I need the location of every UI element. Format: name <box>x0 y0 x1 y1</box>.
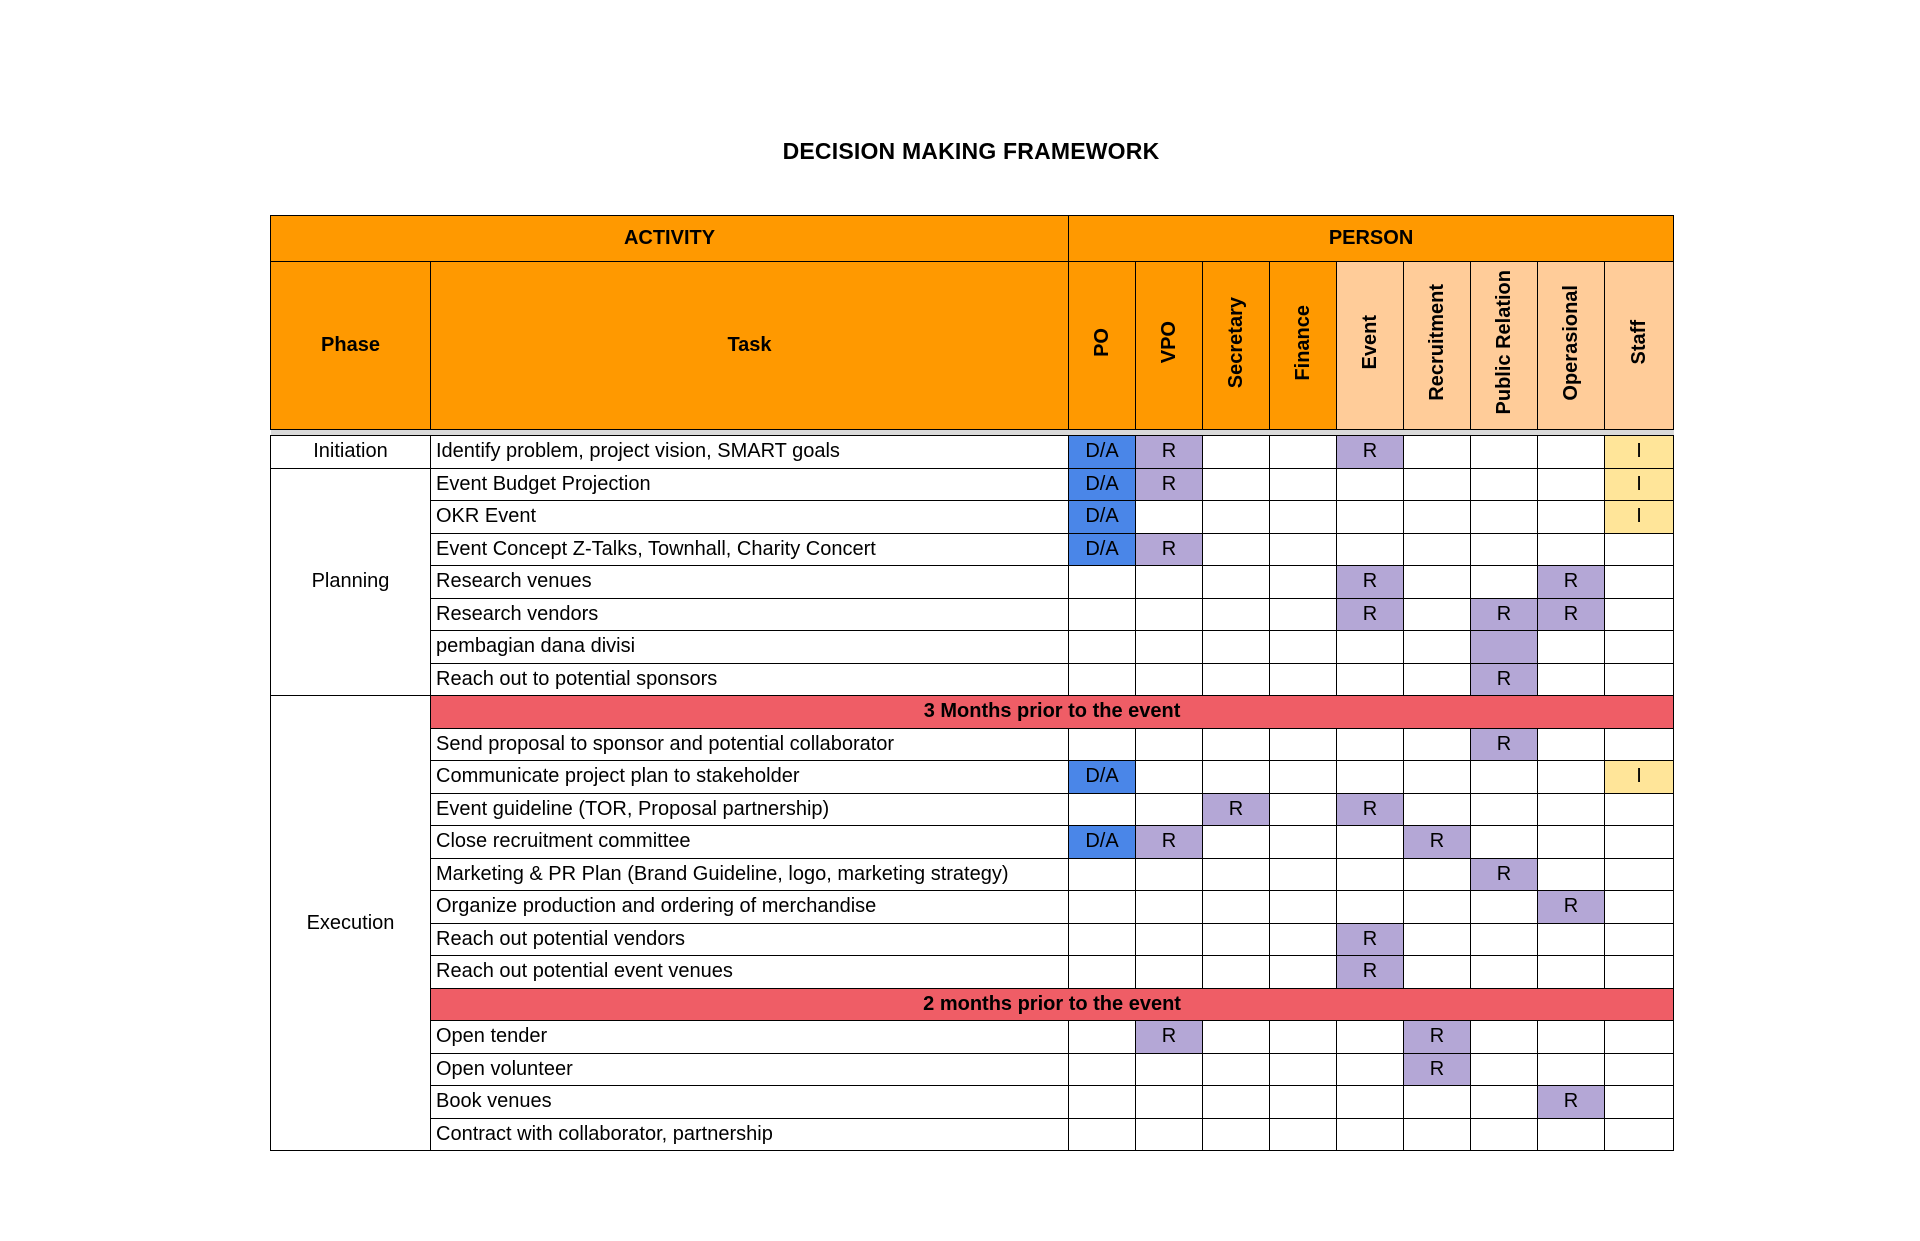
table-row <box>271 566 1674 599</box>
phase-cell-initiation: Initiation <box>271 436 431 469</box>
role-label: PO <box>1090 328 1113 357</box>
role-cell-event <box>1337 631 1404 664</box>
role-label: Operasional <box>1559 284 1582 401</box>
role-cell-finance <box>1270 956 1337 989</box>
role-cell-staff <box>1605 631 1674 664</box>
role-cell-secretary <box>1203 663 1270 696</box>
role-cell-recruitment <box>1404 1118 1471 1151</box>
task-cell: Marketing & PR Plan (Brand Guideline, logo, marketing strategy) <box>431 858 1069 891</box>
role-cell-public-relation: R <box>1471 663 1538 696</box>
role-cell-event <box>1337 1086 1404 1119</box>
role-cell-public-relation <box>1471 1086 1538 1119</box>
role-cell-public-relation: R <box>1471 858 1538 891</box>
role-cell-operasional: R <box>1538 891 1605 924</box>
role-cell-staff <box>1605 728 1674 761</box>
page-bottom-margin <box>0 1158 1920 1241</box>
role-cell-vpo <box>1136 1118 1203 1151</box>
role-cell-public-relation <box>1471 1118 1538 1151</box>
task-cell: Communicate project plan to stakeholder <box>431 761 1069 794</box>
task-cell: Organize production and ordering of merchandise <box>431 891 1069 924</box>
role-cell-vpo <box>1136 761 1203 794</box>
role-cell-po: D/A <box>1069 468 1136 501</box>
table-row <box>271 1053 1674 1086</box>
role-cell-event <box>1337 501 1404 534</box>
page-title: DECISION MAKING FRAMEWORK <box>782 138 1160 164</box>
role-header-finance <box>1270 262 1337 430</box>
role-cell-finance <box>1270 598 1337 631</box>
role-cell-staff <box>1605 663 1674 696</box>
role-cell-staff <box>1605 533 1674 566</box>
role-cell-secretary <box>1203 1118 1270 1151</box>
role-cell-recruitment <box>1404 728 1471 761</box>
role-cell-operasional <box>1538 956 1605 989</box>
role-cell-staff <box>1605 826 1674 859</box>
role-cell-vpo <box>1136 793 1203 826</box>
role-cell-po: D/A <box>1069 436 1136 469</box>
role-cell-finance <box>1270 436 1337 469</box>
role-cell-secretary <box>1203 436 1270 469</box>
role-cell-operasional <box>1538 858 1605 891</box>
role-cell-public-relation <box>1471 566 1538 599</box>
role-cell-staff <box>1605 598 1674 631</box>
role-cell-secretary <box>1203 923 1270 956</box>
role-cell-secretary <box>1203 891 1270 924</box>
table-row <box>271 956 1674 989</box>
role-cell-public-relation: R <box>1471 728 1538 761</box>
role-cell-finance <box>1270 468 1337 501</box>
role-cell-vpo: R <box>1136 533 1203 566</box>
table-row <box>271 501 1674 534</box>
role-cell-po: D/A <box>1069 826 1136 859</box>
role-cell-operasional <box>1538 533 1605 566</box>
role-label: Finance <box>1291 304 1314 381</box>
table-row <box>271 728 1674 761</box>
role-cell-event: R <box>1337 793 1404 826</box>
table-row <box>271 826 1674 859</box>
role-cell-operasional <box>1538 436 1605 469</box>
role-cell-vpo <box>1136 566 1203 599</box>
role-cell-staff <box>1605 1118 1674 1151</box>
role-cell-operasional: R <box>1538 1086 1605 1119</box>
role-header-secretary <box>1203 262 1270 430</box>
table-row <box>271 533 1674 566</box>
phase-cell-execution: Execution <box>271 696 431 1151</box>
role-cell-vpo: R <box>1136 1021 1203 1054</box>
role-cell-event <box>1337 728 1404 761</box>
role-header-vpo <box>1136 262 1203 430</box>
table-row <box>271 436 1674 469</box>
role-cell-recruitment <box>1404 956 1471 989</box>
task-cell: Book venues <box>431 1086 1069 1119</box>
role-cell-recruitment <box>1404 533 1471 566</box>
role-cell-operasional <box>1538 501 1605 534</box>
task-cell: Event guideline (TOR, Proposal partnership) <box>431 793 1069 826</box>
role-cell-staff <box>1605 566 1674 599</box>
role-cell-staff: I <box>1605 501 1674 534</box>
role-cell-event: R <box>1337 598 1404 631</box>
role-label: Staff <box>1627 320 1650 365</box>
task-cell: Event Budget Projection <box>431 468 1069 501</box>
task-cell: Reach out potential vendors <box>431 923 1069 956</box>
role-cell-operasional <box>1538 923 1605 956</box>
role-cell-finance <box>1270 631 1337 664</box>
role-cell-staff <box>1605 1053 1674 1086</box>
task-cell: Open tender <box>431 1021 1069 1054</box>
role-cell-operasional: R <box>1538 598 1605 631</box>
role-cell-vpo: R <box>1136 436 1203 469</box>
role-cell-recruitment <box>1404 468 1471 501</box>
task-cell: Send proposal to sponsor and potential collaborator <box>431 728 1069 761</box>
phase-cell-planning: Planning <box>271 468 431 696</box>
task-cell: Research venues <box>431 566 1069 599</box>
table-row <box>271 1118 1674 1151</box>
activity-header: ACTIVITY <box>271 216 1069 262</box>
task-cell: pembagian dana divisi <box>431 631 1069 664</box>
role-cell-secretary <box>1203 956 1270 989</box>
table-row <box>271 468 1674 501</box>
role-cell-secretary <box>1203 598 1270 631</box>
role-cell-staff: I <box>1605 436 1674 469</box>
role-cell-finance <box>1270 1086 1337 1119</box>
role-cell-staff: I <box>1605 468 1674 501</box>
role-cell-secretary <box>1203 1086 1270 1119</box>
role-cell-vpo <box>1136 631 1203 664</box>
role-cell-operasional <box>1538 1118 1605 1151</box>
role-cell-po <box>1069 956 1136 989</box>
role-cell-po <box>1069 663 1136 696</box>
role-cell-po <box>1069 631 1136 664</box>
role-cell-recruitment: R <box>1404 826 1471 859</box>
role-cell-po <box>1069 566 1136 599</box>
milestone-row <box>271 988 1674 1021</box>
role-cell-vpo <box>1136 891 1203 924</box>
role-cell-finance <box>1270 891 1337 924</box>
table-row <box>271 761 1674 794</box>
role-cell-public-relation: R <box>1471 598 1538 631</box>
role-cell-po <box>1069 728 1136 761</box>
role-cell-public-relation <box>1471 468 1538 501</box>
role-cell-vpo <box>1136 1086 1203 1119</box>
task-cell: Reach out potential event venues <box>431 956 1069 989</box>
role-cell-po <box>1069 891 1136 924</box>
role-cell-finance <box>1270 663 1337 696</box>
role-cell-operasional <box>1538 468 1605 501</box>
role-cell-event: R <box>1337 436 1404 469</box>
role-cell-recruitment <box>1404 891 1471 924</box>
role-cell-vpo: R <box>1136 468 1203 501</box>
table-row <box>271 858 1674 891</box>
role-cell-secretary: R <box>1203 793 1270 826</box>
table-row <box>271 1021 1674 1054</box>
role-cell-po <box>1069 793 1136 826</box>
task-cell: Research vendors <box>431 598 1069 631</box>
role-cell-event <box>1337 891 1404 924</box>
role-cell-staff <box>1605 1021 1674 1054</box>
role-cell-event <box>1337 1118 1404 1151</box>
role-cell-operasional <box>1538 1053 1605 1086</box>
role-cell-finance <box>1270 533 1337 566</box>
role-cell-event <box>1337 468 1404 501</box>
milestone-row <box>271 696 1674 729</box>
role-cell-recruitment <box>1404 598 1471 631</box>
role-cell-operasional <box>1538 826 1605 859</box>
role-cell-secretary <box>1203 761 1270 794</box>
role-cell-staff <box>1605 1086 1674 1119</box>
table-row <box>271 793 1674 826</box>
role-header-recruitment <box>1404 262 1471 430</box>
role-cell-staff <box>1605 793 1674 826</box>
table-row <box>271 598 1674 631</box>
role-cell-event <box>1337 1053 1404 1086</box>
role-cell-public-relation <box>1471 436 1538 469</box>
role-cell-event: R <box>1337 566 1404 599</box>
role-cell-recruitment <box>1404 566 1471 599</box>
person-header: PERSON <box>1069 216 1674 262</box>
role-cell-public-relation <box>1471 923 1538 956</box>
role-cell-po: D/A <box>1069 533 1136 566</box>
role-cell-operasional <box>1538 631 1605 664</box>
role-cell-vpo <box>1136 956 1203 989</box>
role-cell-recruitment <box>1404 793 1471 826</box>
role-cell-public-relation <box>1471 761 1538 794</box>
role-cell-finance <box>1270 728 1337 761</box>
role-cell-secretary <box>1203 826 1270 859</box>
role-cell-secretary <box>1203 566 1270 599</box>
role-cell-public-relation <box>1471 891 1538 924</box>
task-cell: Reach out to potential sponsors <box>431 663 1069 696</box>
role-cell-recruitment <box>1404 501 1471 534</box>
role-cell-finance <box>1270 1118 1337 1151</box>
phase-column-header: Phase <box>271 262 431 430</box>
role-cell-operasional: R <box>1538 566 1605 599</box>
role-label: VPO <box>1157 321 1180 364</box>
role-cell-po <box>1069 858 1136 891</box>
task-cell: Contract with collaborator, partnership <box>431 1118 1069 1151</box>
role-cell-recruitment <box>1404 436 1471 469</box>
role-cell-vpo <box>1136 598 1203 631</box>
role-cell-secretary <box>1203 468 1270 501</box>
role-cell-staff <box>1605 891 1674 924</box>
role-cell-public-relation <box>1471 956 1538 989</box>
role-cell-secretary <box>1203 1053 1270 1086</box>
role-cell-public-relation <box>1471 793 1538 826</box>
role-cell-finance <box>1270 858 1337 891</box>
role-cell-recruitment <box>1404 631 1471 664</box>
role-cell-event <box>1337 663 1404 696</box>
role-cell-staff <box>1605 858 1674 891</box>
role-cell-public-relation <box>1471 826 1538 859</box>
role-cell-po: D/A <box>1069 501 1136 534</box>
role-label: Public Relation <box>1492 270 1515 415</box>
role-cell-recruitment: R <box>1404 1053 1471 1086</box>
role-cell-finance <box>1270 1053 1337 1086</box>
role-cell-vpo <box>1136 858 1203 891</box>
role-cell-operasional <box>1538 663 1605 696</box>
role-cell-operasional <box>1538 793 1605 826</box>
role-header-po <box>1069 262 1136 430</box>
task-cell: Event Concept Z-Talks, Townhall, Charity Concert <box>431 533 1069 566</box>
role-cell-secretary <box>1203 501 1270 534</box>
role-label: Secretary <box>1224 296 1247 389</box>
role-cell-vpo: R <box>1136 826 1203 859</box>
role-cell-public-relation <box>1471 1053 1538 1086</box>
milestone-3-months: 3 Months prior to the event <box>431 696 1674 729</box>
framework-table-container <box>270 215 1674 1151</box>
table-row <box>271 1086 1674 1119</box>
role-cell-operasional <box>1538 761 1605 794</box>
role-cell-public-relation <box>1471 631 1538 664</box>
role-cell-event: R <box>1337 956 1404 989</box>
role-cell-finance <box>1270 793 1337 826</box>
role-cell-operasional <box>1538 728 1605 761</box>
role-cell-event <box>1337 533 1404 566</box>
role-cell-event <box>1337 761 1404 794</box>
role-cell-finance <box>1270 761 1337 794</box>
task-cell: Open volunteer <box>431 1053 1069 1086</box>
role-cell-finance <box>1270 566 1337 599</box>
role-cell-finance <box>1270 826 1337 859</box>
role-cell-public-relation <box>1471 533 1538 566</box>
role-header-operasional <box>1538 262 1605 430</box>
role-cell-recruitment <box>1404 663 1471 696</box>
role-cell-vpo <box>1136 728 1203 761</box>
role-cell-secretary <box>1203 533 1270 566</box>
role-header-event <box>1337 262 1404 430</box>
role-cell-recruitment <box>1404 858 1471 891</box>
role-cell-po <box>1069 1118 1136 1151</box>
role-cell-po: D/A <box>1069 761 1136 794</box>
role-cell-operasional <box>1538 1021 1605 1054</box>
role-cell-recruitment <box>1404 923 1471 956</box>
task-cell: Close recruitment committee <box>431 826 1069 859</box>
role-cell-po <box>1069 1086 1136 1119</box>
role-cell-staff <box>1605 956 1674 989</box>
role-cell-secretary <box>1203 1021 1270 1054</box>
role-cell-public-relation <box>1471 1021 1538 1054</box>
table-row <box>271 891 1674 924</box>
milestone-2-months: 2 months prior to the event <box>431 988 1674 1021</box>
decision-framework-table <box>270 215 1674 1151</box>
role-header-staff <box>1605 262 1674 430</box>
table-body <box>271 430 1674 1151</box>
task-column-header: Task <box>431 262 1069 430</box>
role-cell-secretary <box>1203 728 1270 761</box>
role-cell-event <box>1337 858 1404 891</box>
table-row <box>271 631 1674 664</box>
role-cell-po <box>1069 923 1136 956</box>
role-label: Recruitment <box>1425 284 1448 401</box>
role-cell-vpo <box>1136 923 1203 956</box>
role-cell-secretary <box>1203 858 1270 891</box>
table-row <box>271 663 1674 696</box>
task-cell: OKR Event <box>431 501 1069 534</box>
role-cell-public-relation <box>1471 501 1538 534</box>
role-cell-recruitment <box>1404 761 1471 794</box>
role-cell-po <box>1069 1053 1136 1086</box>
table-row <box>271 923 1674 956</box>
role-cell-event <box>1337 826 1404 859</box>
role-cell-finance <box>1270 1021 1337 1054</box>
role-cell-recruitment <box>1404 1086 1471 1119</box>
role-cell-staff <box>1605 923 1674 956</box>
role-cell-finance <box>1270 501 1337 534</box>
role-cell-finance <box>1270 923 1337 956</box>
role-cell-vpo <box>1136 1053 1203 1086</box>
role-cell-po <box>1069 1021 1136 1054</box>
role-cell-event: R <box>1337 923 1404 956</box>
role-cell-po <box>1069 598 1136 631</box>
task-cell: Identify problem, project vision, SMART goals <box>431 436 1069 469</box>
role-cell-staff: I <box>1605 761 1674 794</box>
role-cell-vpo <box>1136 663 1203 696</box>
role-label: Event <box>1358 315 1381 370</box>
role-cell-recruitment: R <box>1404 1021 1471 1054</box>
role-cell-event <box>1337 1021 1404 1054</box>
role-cell-vpo <box>1136 501 1203 534</box>
role-cell-secretary <box>1203 631 1270 664</box>
role-header-public-relation <box>1471 262 1538 430</box>
